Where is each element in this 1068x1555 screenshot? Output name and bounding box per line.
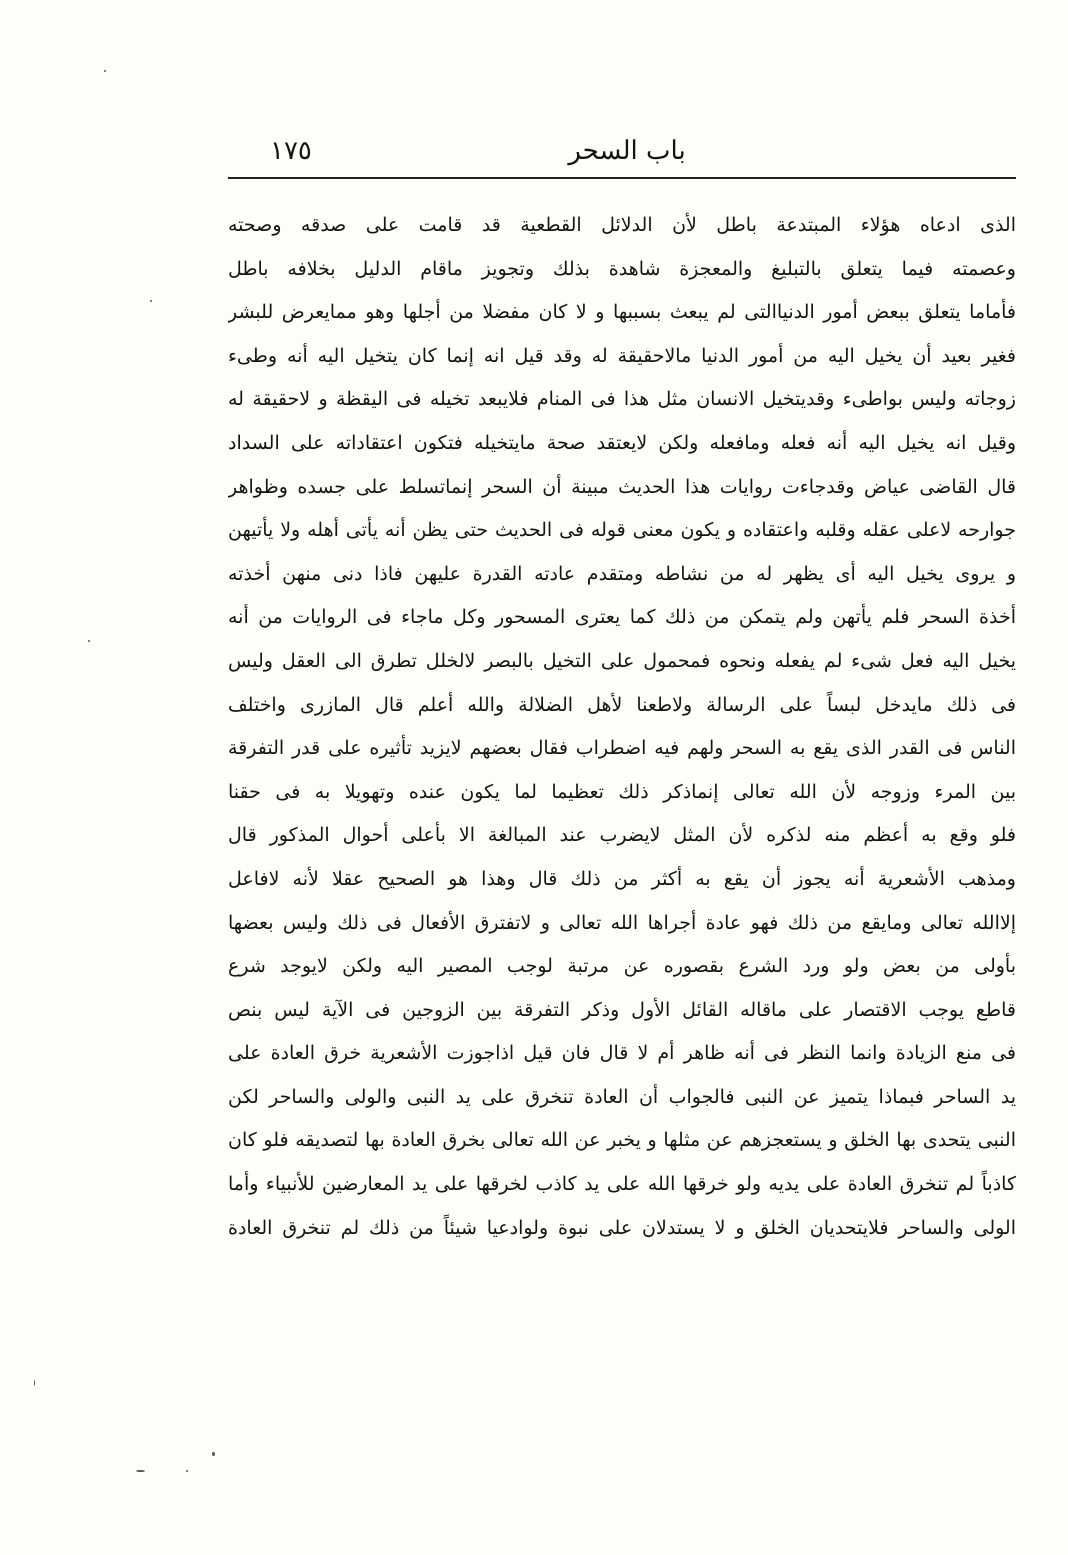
scan-speck <box>186 1470 188 1472</box>
page-number: ١٧٥ <box>270 136 312 166</box>
text-line: إلاالله تعالى ومايقع من ذلك فهو عادة أجراها الله تعالى و لاتفترق الأفعال فى ذلك وليس بعضها <box>228 911 1016 934</box>
text-line: بأولى من بعض ولو ورد الشرع بقصوره عن مرتبة لوجب المصير اليه ولكن لايوجد شرع <box>228 955 1016 978</box>
header-rule <box>228 177 1016 179</box>
text-line: يخيل اليه فعل شىء لم يفعله ونحوه فمحمول على التخيل بالبصر لالخلل تطرق الى العقل وليس <box>228 649 1016 672</box>
text-line: فأماما يتعلق ببعض أمور الدنياالتى لم يبعث بسببها و لا كان مفضلا من أجلها وهو ممايعرض للبشر <box>228 301 1016 324</box>
running-head <box>232 124 1012 174</box>
scan-speck <box>212 1452 215 1456</box>
text-line: جوارحه لاعلى عقله وقلبه واعتقاده و يكون معنى قوله فى الحديث حتى يظن أنه يأتى أهله ولا يأتيهن <box>228 519 1016 542</box>
scan-speck <box>136 1470 145 1472</box>
text-line: يد الساحر فبماذا يتميز عن النبى فالجواب أن العادة تنخرق على يد النبى والولى والساحر لكن <box>228 1085 1016 1108</box>
text-line: وعصمته فيما يتعلق بالتبليغ والمعجزة شاهدة بذلك وتجويز ماقام الدليل بخلافه باطل <box>228 257 1016 280</box>
text-line: الناس فى القدر الذى يقع به السحر ولهم فيه اضطراب فقال بعضهم لايزيد تأثيره على قدر التفرقة <box>228 737 1016 760</box>
text-line: فى ذلك مايدخل لبساً على الرسالة ولاطعنا لأهل الضلالة والله أعلم قال المازرى واختلف <box>228 693 1016 716</box>
scan-speck <box>150 300 152 302</box>
text-line: قاطع يوجب الاقتصار على ماقاله القائل الأول وذكر التفرقة بين الزوجين فى الآية ليس بنص <box>228 998 1016 1021</box>
scan-speck <box>104 70 106 72</box>
chapter-title: باب السحر <box>568 136 686 166</box>
text-line: وقيل انه يخيل اليه أنه فعله ومافعله ولكن لايعتقد صحة مايتخيله فتكون اعتقاداته على السداد <box>228 431 1016 454</box>
text-line: فغير بعيد أن يخيل اليه من أمور الدنيا مالاحقيقة له وقد قيل انه إنما كان يتخيل اليه أنه وطىء <box>228 344 1016 367</box>
text-line: بين المرء وزوجه لأن الله تعالى إنماذكر ذلك تعظيما لما يكون عنده وتهويلا به فى حقنا <box>228 780 1016 803</box>
text-line: فلو وقع به أعظم منه لذكره لأن المثل لايضرب عند المبالغة الا بأعلى أحوال المذكور قال <box>228 824 1016 847</box>
text-line: النبى يتحدى بها الخلق و يستعجزهم عن مثلها و يخبر عن الله تعالى بخرق العادة بها لتصديقه فلو كان <box>228 1129 1016 1152</box>
scan-speck <box>34 1380 35 1386</box>
text-line: الولى والساحر فلايتحديان الخلق و لا يستدلان على نبوة ولوادعيا شيئاً من ذلك لم تنخرق العادة <box>228 1216 1016 1239</box>
text-line: ومذهب الأشعرية أنه يجوز أن يقع به أكثر من ذلك قال وهذا هو الصحيح عقلا لأنه لافاعل <box>228 867 1016 890</box>
text-line: كاذباً لم تنخرق العادة على يديه ولو خرقها الله على يد كاذب لخرقها على يد المعارضين للأنبياء وأما <box>228 1173 1016 1196</box>
text-line: قال القاضى عياض وقدجاءت روايات هذا الحديث مبينة أن السحر إنماتسلط على جسده وظواهر <box>228 475 1016 498</box>
text-line: زوجاته وليس بواطىء وقديتخيل الانسان مثل هذا فى المنام فلايبعد تخيله فى اليقظة و لاحقيقة له <box>228 388 1016 411</box>
body-text <box>228 204 1016 1250</box>
text-line: فى منع الزيادة وانما النظر فى أنه ظاهر أم لا قال فان قيل اذاجوزت الأشعرية خرق العادة على <box>228 1042 1016 1065</box>
text-line: أخذة السحر فلم يأتهن ولم يتمكن من ذلك كما يعترى المسحور وكل ماجاء فى الروايات من أنه <box>228 606 1016 629</box>
text-line: و يروى يخيل اليه أى يظهر له من نشاطه ومتقدم عادته القدرة عليهن فاذا دنى منهن أخذته <box>228 562 1016 585</box>
text-line: الذى ادعاه هؤلاء المبتدعة باطل لأن الدلائل القطعية قد قامت على صدقه وصحته <box>228 214 1016 236</box>
scan-speck <box>88 640 90 642</box>
